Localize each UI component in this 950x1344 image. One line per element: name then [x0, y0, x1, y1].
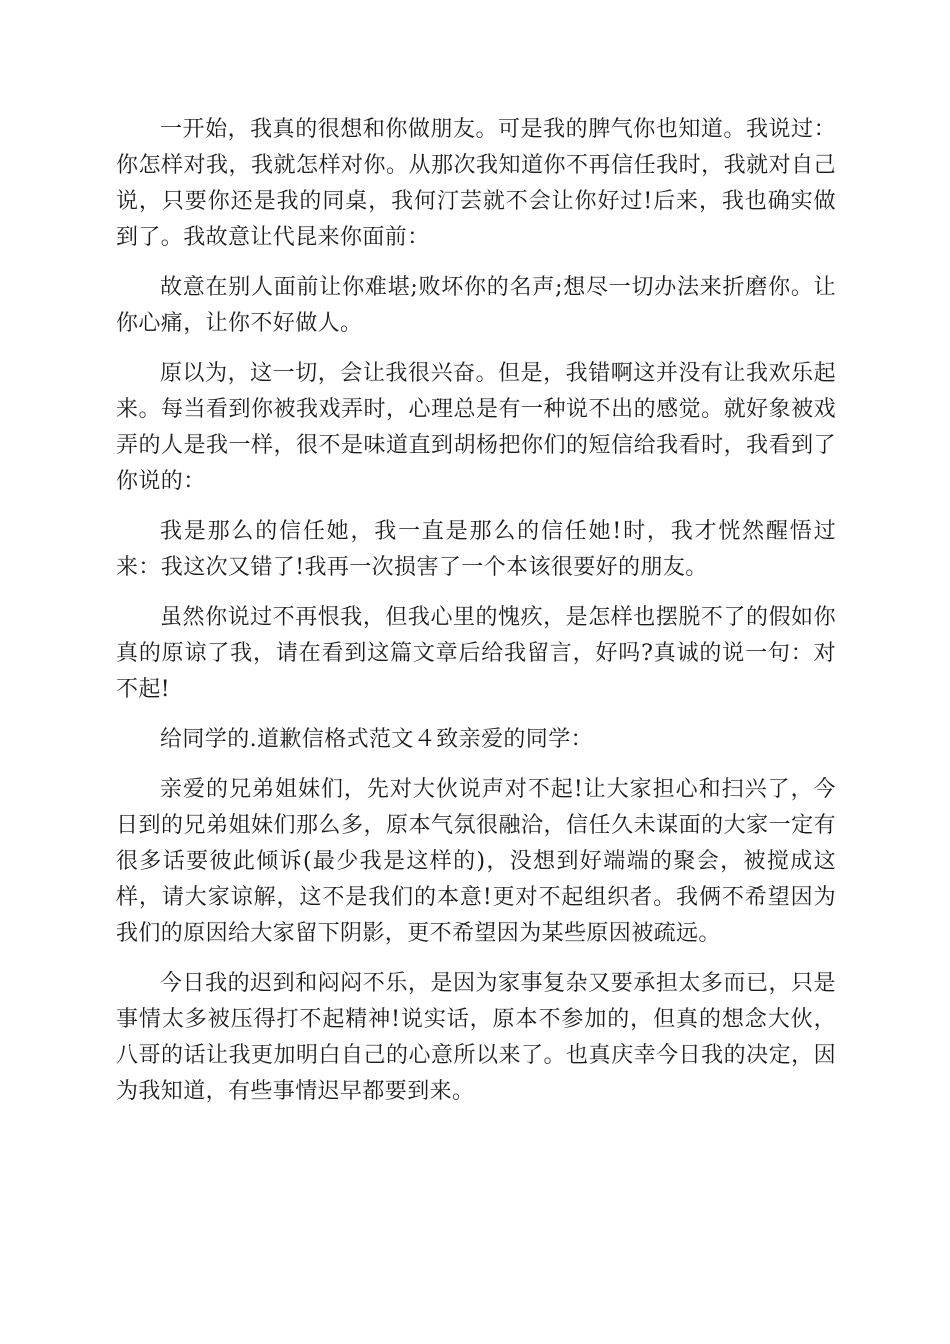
document-body [116, 112, 836, 1124]
paragraph-1: 一开始，我真的很想和你做朋友。可是我的脾气你也知道。我说过：你怎样对我，我就怎样对你。从那次我知道你不再信任我时，我就对自己说，只要你还是我的同桌，我何汀芸就不会让你好过!后来，我也确实做到了。我故意让代昆来你面前： [116, 117, 836, 250]
paragraph-8: 今日我的迟到和闷闷不乐，是因为家事复杂又要承担太多而已，只是事情太多被压得打不起精神!说实话，原本不参加的，但真的想念大伙，八哥的话让我更加明白自己的心意所以来了。也真庆幸今日我的决定，因为我知道，有些事情迟早都要到来。 [116, 971, 836, 1104]
section-heading: 给同学的.道歉信格式范文４致亲爱的同学： [160, 727, 593, 752]
paragraph-2: 故意在别人面前让你难堪;败坏你的名声;想尽一切办法来折磨你。让你心痛，让你不好做人。 [116, 275, 836, 336]
paragraph-5: 虽然你说过不再恨我，但我心里的愧疚，是怎样也摆脱不了的假如你真的原谅了我，请在看到这篇文章后给我留言，好吗?真诚的说一句：对不起! [116, 605, 836, 702]
paragraph-3: 原以为，这一切，会让我很兴奋。但是，我错啊这并没有让我欢乐起来。每当看到你被我戏弄时，心理总是有一种说不出的感觉。就好象被戏弄的人是我一样，很不是味道直到胡杨把你们的短信给我看时，我看到了你说的： [116, 361, 836, 494]
paragraph-7: 亲爱的兄弟姐妹们，先对大伙说声对不起!让大家担心和扫兴了，今日到的兄弟姐妹们那么多，原本气氛很融洽，信任久未谋面的大家一定有很多话要彼此倾诉(最少我是这样的)，没想到好端端的聚会，被搅成这样，请大家谅解，这不是我们的本意!更对不起组织者。我俩不希望因为我们的原因给大家留下阴影，更不希望因为某些原因被疏远。 [116, 777, 836, 946]
paragraph-4: 我是那么的信任她，我一直是那么的信任她!时，我才恍然醒悟过来：我这次又错了!我再一次损害了一个本该很要好的朋友。 [116, 519, 836, 580]
